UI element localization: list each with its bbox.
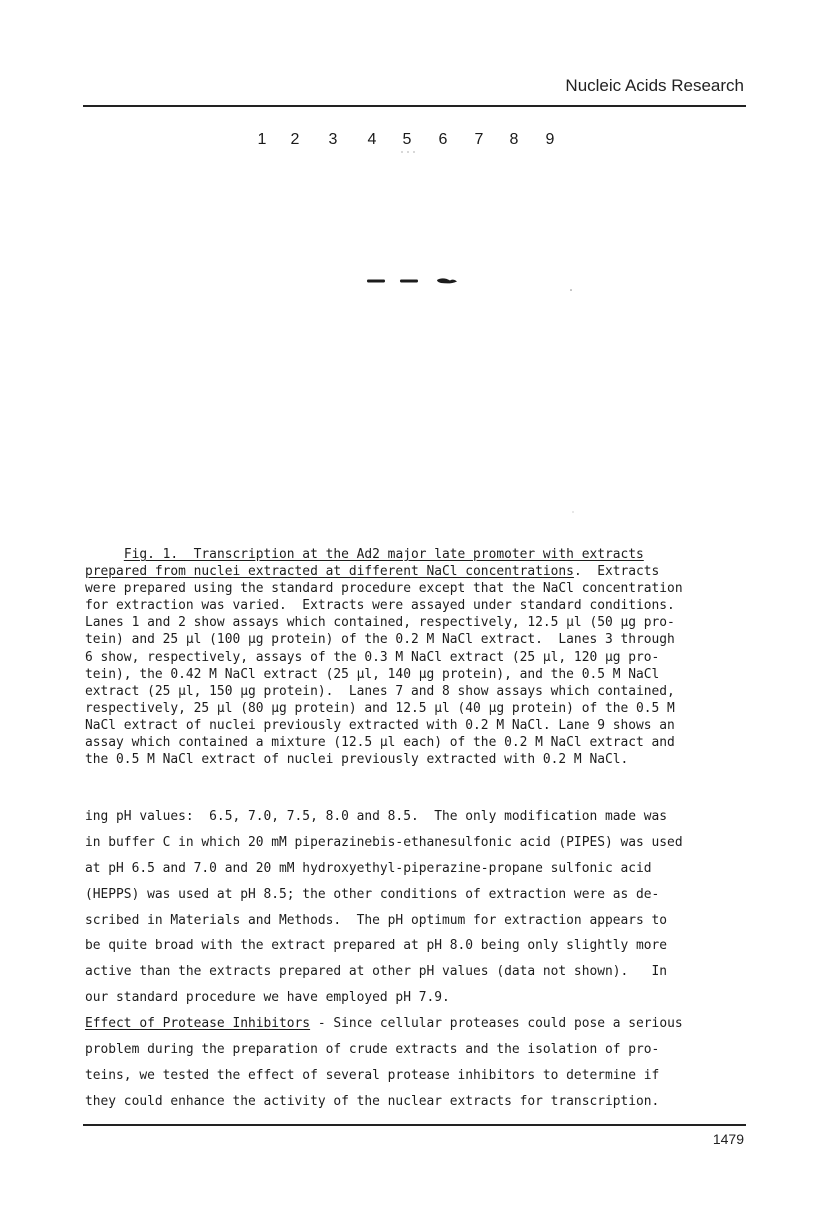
lane-label-3: 3 (328, 131, 338, 148)
body-text: be quite broad with the extract prepared at pH 8.0 being only slightly more (85, 938, 668, 954)
body-line (85, 959, 749, 985)
caption-line (85, 700, 749, 717)
footer-rule (83, 1124, 746, 1126)
lane-label-1: 1 (257, 131, 267, 148)
caption-underlined-text: prepared from nuclei extracted at different NaCl concentrations (85, 564, 574, 580)
body-text: problem during the preparation of crude extracts and the isolation of pro- (85, 1042, 660, 1058)
lane-label-9: 9 (545, 131, 555, 148)
caption-line (85, 751, 749, 768)
gel-speck (572, 511, 573, 512)
lane-label-6: 6 (438, 131, 448, 148)
body-line (85, 1089, 749, 1115)
caption-line (85, 734, 749, 751)
caption-line (85, 631, 749, 648)
caption-text: 6 show, respectively, assays of the 0.3 M NaCl extract (25 µl, 120 µg pro- (85, 649, 660, 665)
body-line (85, 908, 749, 934)
body-text: our standard procedure we have employed pH 7.9. (85, 990, 450, 1006)
body-text: ing pH values: 6.5, 7.0, 7.5, 8.0 and 8.5. The only modification made was (85, 809, 668, 824)
body-text: teins, we tested the effect of several protease inhibitors to determine if (85, 1067, 660, 1083)
gel-band-lane-3 (367, 280, 385, 283)
caption-line (85, 649, 749, 666)
caption-line (85, 614, 749, 631)
body-text (85, 804, 749, 1115)
caption-text: were prepared using the standard procedure except that the NaCl concentration (85, 581, 683, 597)
gel-bands (367, 278, 457, 283)
journal-title: Nucleic Acids Research (565, 76, 744, 95)
caption-text: Lanes 1 and 2 show assays which contained, respectively, 12.5 µl (50 µg pro- (85, 615, 675, 631)
gel-band-lane-4 (400, 280, 418, 283)
body-text: (HEPPS) was used at pH 8.5; the other conditions of extraction were as de- (85, 886, 660, 902)
body-line (85, 830, 749, 856)
body-underlined-text: Effect of Protease Inhibitors (85, 1016, 311, 1032)
gel-specks (401, 151, 573, 512)
figure-caption (85, 546, 749, 768)
body-text: in buffer C in which 20 mM piperazinebis-ethanesulfonic acid (PIPES) was used (85, 834, 683, 850)
caption-text: respectively, 25 µl (80 µg protein) and 12.5 µl (40 µg protein) of the 0.5 M (85, 700, 675, 716)
lane-label-4: 4 (367, 131, 377, 148)
lane-labels (0, 131, 816, 155)
body-text: they could enhance the activity of the nuclear extracts for transcription. (85, 1093, 660, 1109)
caption-text: NaCl extract of nuclei previously extracted with 0.2 M NaCl. Lane 9 shows an (85, 717, 675, 733)
gel-speck (570, 289, 572, 291)
caption-line (85, 597, 749, 614)
body-line (85, 804, 749, 830)
gel-band-lane-5 (437, 278, 457, 283)
header-rule (83, 105, 746, 107)
lane-label-8: 8 (509, 131, 519, 148)
lane-label-5: 5 (402, 131, 412, 148)
caption-line (85, 717, 749, 734)
body-line (85, 1063, 749, 1089)
body-line (85, 933, 749, 959)
caption-line (85, 580, 749, 597)
body-line (85, 882, 749, 908)
caption-text: tein), the 0.42 M NaCl extract (25 µl, 140 µg protein), and the 0.5 M NaCl (85, 666, 660, 682)
caption-text: assay which contained a mixture (12.5 µl each) of the 0.2 M NaCl extract and (85, 735, 675, 751)
caption-text: . Extracts (573, 564, 660, 580)
caption-line (85, 546, 749, 563)
page-number: 1479 (712, 1131, 744, 1147)
caption-line (85, 683, 749, 700)
body-line (85, 856, 749, 882)
body-line (85, 1011, 749, 1037)
body-text: at pH 6.5 and 7.0 and 20 mM hydroxyethyl-piperazine-propane sulfonic acid (85, 860, 652, 876)
lane-label-7: 7 (474, 131, 484, 148)
lane-label-2: 2 (290, 131, 300, 148)
body-line (85, 1037, 749, 1063)
caption-text: tein) and 25 µl (100 µg protein) of the 0.2 M NaCl extract. Lanes 3 through (85, 632, 675, 648)
body-line (85, 985, 749, 1011)
body-text: active than the extracts prepared at other pH values (data not shown). In (85, 964, 668, 980)
caption-underlined-text: Fig. 1. Transcription at the Ad2 major late promoter with extracts (123, 547, 644, 562)
caption-text: for extraction was varied. Extracts were assayed under standard conditions. (85, 598, 675, 614)
body-text: - Since cellular proteases could pose a serious (310, 1016, 683, 1032)
caption-line (85, 563, 749, 580)
caption-text (85, 547, 124, 562)
caption-line (85, 666, 749, 683)
caption-text: the 0.5 M NaCl extract of nuclei previously extracted with 0.2 M NaCl. (85, 752, 629, 768)
caption-text: extract (25 µl, 150 µg protein). Lanes 7 and 8 show assays which contained, (85, 683, 675, 699)
body-text: scribed in Materials and Methods. The pH optimum for extraction appears to (85, 912, 668, 928)
